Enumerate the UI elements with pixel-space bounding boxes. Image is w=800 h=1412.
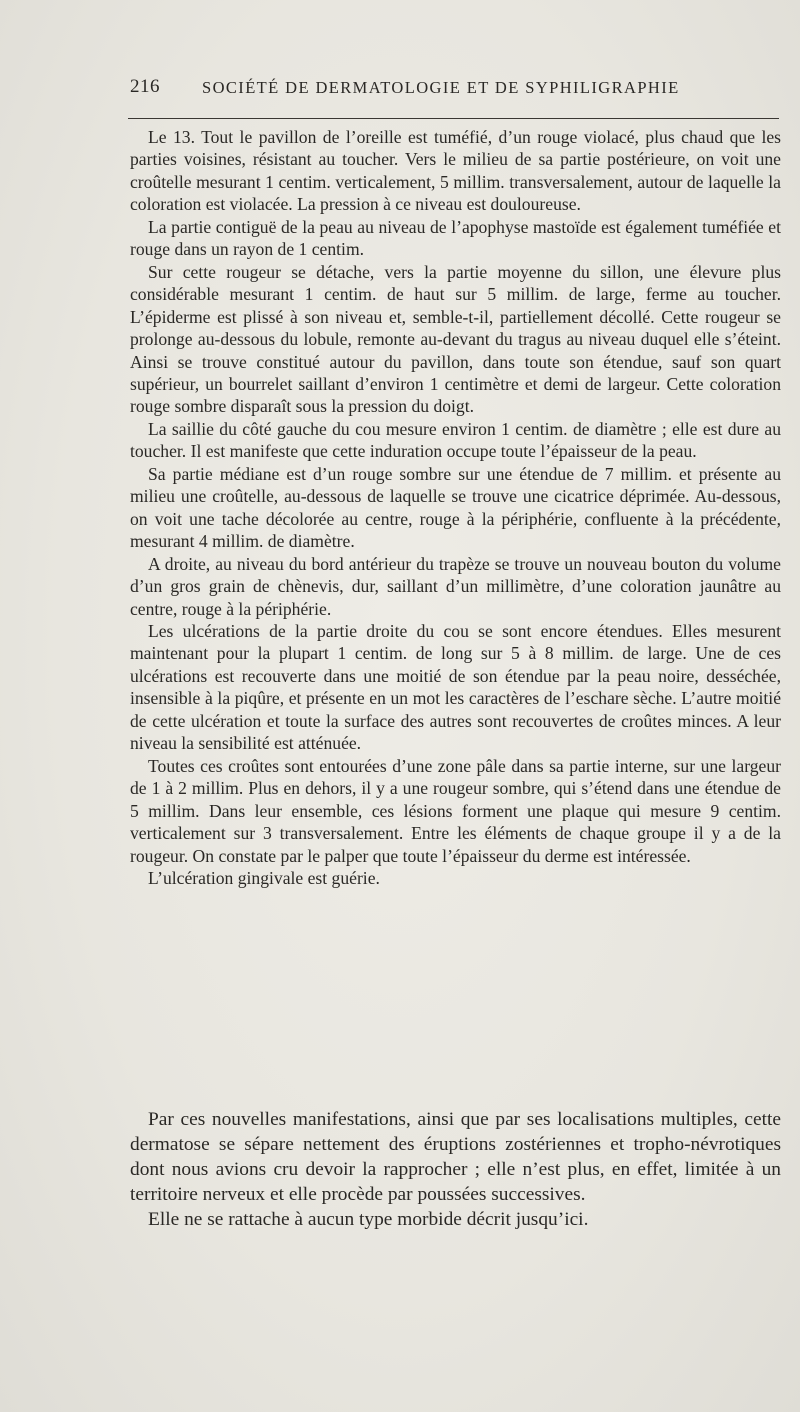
paragraph: La partie contiguë de la peau au niveau de l’apophyse mastoïde est également tuméfiée et rouge dans un rayon de 1 centim. bbox=[130, 216, 781, 260]
paragraph: La saillie du côté gauche du cou mesure environ 1 centim. de diamètre ; elle est dure au toucher. Il est manifeste que cette induration occupe toute l’épaisseur de la peau. bbox=[130, 418, 781, 462]
conclusion-text bbox=[130, 1107, 781, 1232]
paragraph: Sur cette rougeur se détache, vers la partie moyenne du sillon, une élevure plus considérable mesurant 1 centim. de haut sur 5 millim. de large, ferme au toucher. L’épiderme est plissé à son niveau et, semble-t-il, partiellement décollé. Cette rougeur se prolonge au-dessous du lobule, remonte au-devant du tragus au niveau duquel elle s’éteint. Ainsi se trouve constitué autour du pavillon, dans toute son étendue, sauf son quart supérieur, un bourrelet saillant d’environ 1 centimètre et demi de largeur. Cette coloration rouge sombre disparaît sous la pression du doigt. bbox=[130, 261, 781, 417]
paragraph: Toutes ces croûtes sont entourées d’une zone pâle dans sa partie interne, sur une largeur de 1 à 2 millim. Plus en dehors, il y a une rougeur sombre, qui s’étend dans une étendue de 5 millim. Dans leur ensemble, ces lésions forment une plaque qui mesure 9 centim. verticalement sur 3 transversalement. Entre les éléments de chaque groupe il y a de la rougeur. On constate par le palper que toute l’épaisseur du derme est intéressée. bbox=[130, 755, 781, 866]
paragraph: A droite, au niveau du bord antérieur du trapèze se trouve un nouveau bouton du volume d’un gros grain de chènevis, dur, saillant d’un millimètre, d’une coloration jaunâtre au centre, rouge à la périphérie. bbox=[130, 553, 781, 619]
case-observation-text bbox=[130, 126, 781, 889]
page-number: 216 bbox=[130, 76, 160, 97]
header-rule bbox=[128, 118, 779, 119]
paragraph: Sa partie médiane est d’un rouge sombre sur une étendue de 7 millim. et présente au milieu une croûtelle, au-dessous de laquelle se trouve une cicatrice déprimée. Au-dessous, on voit une tache décolorée au centre, rouge à la périphérie, confluente à la précédente, mesurant 4 millim. de diamètre. bbox=[130, 463, 781, 552]
running-header bbox=[130, 76, 780, 100]
conclusion-paragraph: Elle ne se rattache à aucun type morbide décrit jusqu’ici. bbox=[148, 1209, 589, 1230]
running-title: SOCIÉTÉ DE DERMATOLOGIE ET DE SYPHILIGRAPHIE bbox=[202, 78, 680, 97]
conclusion-paragraph: Par ces nouvelles manifestations, ainsi que par ses localisations multiples, cette dermatose se sépare nettement des éruptions zostériennes et tropho-névrotiques dont nous avions cru devoir la rapprocher ; elle n’est plus, en effet, limitée à un territoire nerveux et elle procède par poussées successives. bbox=[130, 1109, 781, 1205]
paragraph: Le 13. Tout le pavillon de l’oreille est tuméfié, d’un rouge violacé, plus chaud que les parties voisines, résistant au toucher. Vers le milieu de sa partie postérieure, on voit une croûtelle mesurant 1 centim. verticalement, 5 millim. transversalement, autour de laquelle la coloration est violacée. La pression à ce niveau est douloureuse. bbox=[130, 127, 781, 215]
paragraph: Les ulcérations de la partie droite du cou se sont encore étendues. Elles mesurent maintenant pour la plupart 1 centim. de long sur 5 à 8 millim. de large. Une de ces ulcérations est recouverte dans une moitié de son étendue par la peau noire, desséchée, insensible à la piqûre, et présente en un mot les caractères de l’eschare sèche. L’autre moitié de cette ulcération et toute la surface des autres sont recouvertes de croûtes minces. A leur niveau la sensibilité est atténuée. bbox=[130, 620, 781, 754]
paragraph: L’ulcération gingivale est guérie. bbox=[148, 867, 380, 888]
